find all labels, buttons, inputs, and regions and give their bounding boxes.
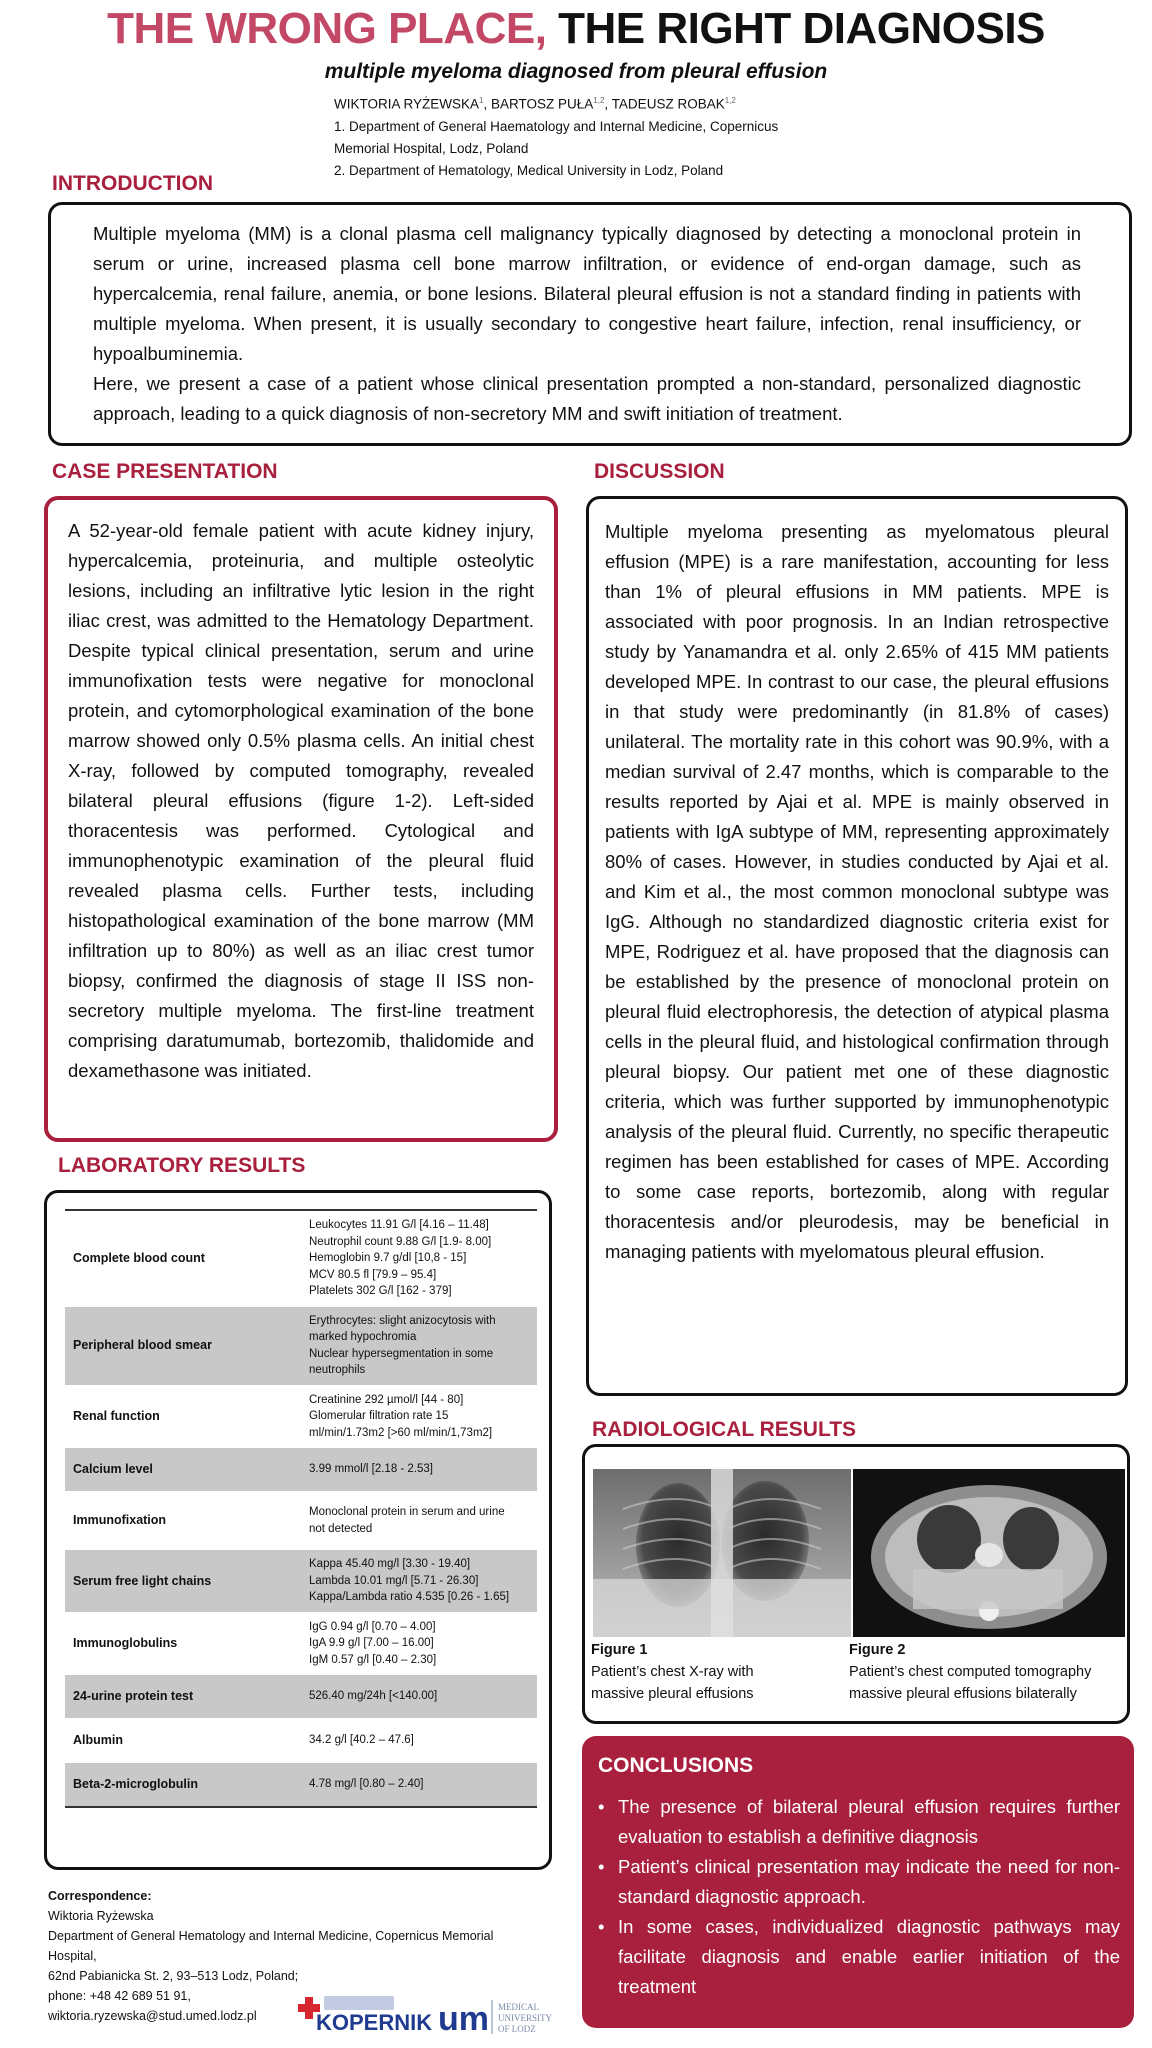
conclusions-box	[582, 1736, 1134, 2028]
medical-university-logo	[438, 2000, 552, 2038]
author-affil: 1	[479, 96, 484, 105]
lab-test-name: Peripheral blood smear	[65, 1306, 301, 1385]
lab-test-values	[301, 1763, 537, 1807]
lab-test-values	[301, 1719, 537, 1763]
medical-line-1: MEDICAL	[498, 2002, 539, 2012]
conclusion-item: • In some cases, individualized diagnostic pathways may facilitate diagnosis and enable earlier initiation of the treatment	[598, 1916, 1120, 1997]
figure-1-caption	[591, 1639, 841, 1705]
lab-test-name: Serum free light chains	[65, 1550, 301, 1613]
lab-row	[65, 1719, 537, 1763]
lab-test-values	[301, 1612, 537, 1675]
lab-value-line: neutrophils	[309, 1364, 366, 1376]
discussion-heading: DISCUSSION	[594, 460, 725, 483]
authors-block	[334, 90, 854, 182]
lab-test-name: Calcium level	[65, 1448, 301, 1492]
figure-2-label: Figure 2	[849, 1642, 906, 1658]
lab-value-line: marked hypochromia	[309, 1331, 417, 1343]
affiliation-1b: Memorial Hospital, Lodz, Poland	[334, 140, 529, 156]
affiliation-2: 2. Department of Hematology, Medical University in Lodz, Poland	[334, 162, 724, 178]
lab-row	[65, 1612, 537, 1675]
author-line: WIKTORIA RYŻEWSKA$^1$, BARTOSZ PUŁA$^{1,2}$, TADEUSZ ROBAK$^{1,2}$	[334, 96, 736, 112]
lab-row	[65, 1675, 537, 1719]
lab-value-line: Leukocytes 11.91 G/l [4.16 – 11.48]	[309, 1219, 489, 1231]
lab-value-line: IgA 9.9 g/l [7.00 – 16.00]	[309, 1637, 434, 1649]
correspondence-email: wiktoria.ryzewska@stud.umed.lodz.pl	[48, 2009, 257, 2023]
lab-value-line: Erythrocytes: slight anizocytosis with	[309, 1314, 496, 1327]
kopernik-logo	[298, 1996, 432, 2035]
lab-value-line: 34.2 g/l [40.2 – 47.6]	[309, 1734, 414, 1747]
conclusion-item: • The presence of bilateral pleural effusion requires further evaluation to establish a definitive diagnosis	[598, 1796, 1120, 1847]
radiology-box	[582, 1444, 1130, 1724]
lab-test-values	[301, 1306, 537, 1385]
lab-value-line: not detected	[309, 1522, 373, 1535]
institution-logos	[294, 1990, 564, 2040]
lab-value-line: 526.40 mg/24h [<140.00]	[309, 1690, 438, 1703]
correspondence-heading: Correspondence:	[48, 1889, 152, 1903]
figure-1-caption-line-2: massive pleural effusions	[591, 1686, 754, 1702]
lab-value-line: MCV 80.5 fl [79.9 – 95.4]	[309, 1268, 437, 1281]
lab-value-line: Glomerular filtration rate 15	[309, 1410, 449, 1422]
lab-row	[65, 1550, 537, 1613]
discussion-text: Multiple myeloma presenting as myelomatous pleural effusion (MPE) is a rare manifestation, accounting for less than 1% of pleural effusions in MM patients. MPE is associated with poor prognosis. In an Indian retrospective study by Yanamandra et al. only 2.65% of 415 MM patients developed MPE. In contrast to our case, the pleural effusions in that study were predominantly (in 81.8% of cases) unilateral. The mortality rate in this cohort was 90.9%, with a median survival of 2.47 months, which is comparable to the results reported by Ajai et al. MPE is mainly observed in patients with IgA subtype of MM, representing approximately 80% of cases. However, in studies conducted by Ajai et al. and Kim et al., the most common monoclonal subtype was IgG. Although no standardized diagnostic criteria exist for MPE, Rodriguez et al. have proposed that the diagnosis can be established by the presence of monoclonal protein on pleural fluid electrophoresis, the detection of atypical plasma cells in the pleural fluid, and histological confirmation through pleural biopsy. Our patient met one of these diagnostic criteria, which was further supported by immunophenotypic analysis of the pleural fluid. Currently, no specific therapeutic regimen has been established for cases of MPE. According to some case reports, bortezomib, along with regular thoracentesis and/or pleurodesis, may be beneficial in managing patients with myelomatous pleural effusion.	[605, 521, 1109, 1262]
lab-value-line: 4.78 mg/l [0.80 – 2.40]	[309, 1778, 424, 1790]
conclusions-heading: CONCLUSIONS	[598, 1754, 754, 1777]
lab-test-name: Complete blood count	[65, 1210, 301, 1306]
laboratory-table	[65, 1209, 537, 1808]
figure-1-caption-line-1: Patient’s chest X-ray with	[591, 1664, 754, 1680]
lab-value-line: Kappa/Lambda ratio 4.535 [0.26 - 1.65]	[309, 1591, 510, 1603]
correspondence-address: 62nd Pabianicka St. 2, 93–513 Lodz, Poland;	[48, 1969, 299, 1983]
lab-row	[65, 1306, 537, 1385]
lab-test-name: Immunofixation	[65, 1492, 301, 1550]
lab-value-line: Kappa 45.40 mg/l [3.30 - 19.40]	[309, 1558, 471, 1570]
medical-line-3: OF LODZ	[498, 2024, 536, 2034]
figure-2-caption	[849, 1639, 1129, 1705]
author-name: TADEUSZ ROBAK	[611, 96, 725, 112]
laboratory-heading: LABORATORY RESULTS	[58, 1154, 306, 1177]
poster-title	[0, 4, 1152, 54]
lab-test-name: 24-urine protein test	[65, 1675, 301, 1719]
lab-row	[65, 1385, 537, 1448]
radiology-heading: RADIOLOGICAL RESULTS	[592, 1418, 857, 1441]
lab-test-name: Renal function	[65, 1385, 301, 1448]
introduction-box	[48, 202, 1132, 446]
lab-value-line: Neutrophil count 9.88 G/l [1.9- 8.00]	[309, 1235, 492, 1248]
um-logo-text: um	[438, 2000, 489, 2038]
lab-row	[65, 1210, 537, 1306]
author-name: BARTOSZ PUŁA	[491, 96, 594, 112]
correspondence-name: Wiktoria Ryżewska	[48, 1909, 154, 1923]
lab-test-values	[301, 1210, 537, 1306]
lab-test-name: Beta-2-microglobulin	[65, 1763, 301, 1807]
kopernik-logo-text: KOPERNIK	[316, 2010, 433, 2035]
chest-ct-image	[853, 1469, 1125, 1637]
lab-value-line: IgG 0.94 g/l [0.70 – 4.00]	[309, 1620, 436, 1633]
lab-test-values	[301, 1492, 537, 1550]
case-presentation-text: A 52-year-old female patient with acute kidney injury, hypercalcemia, proteinuria, and multiple osteolytic lesions, including an infiltrative lytic lesion in the right iliac crest, was admitted to the Hematology Department. Despite typical clinical presentation, serum and urine immunofixation tests were negative for monoclonal protein, and cytomorphological examination of the bone marrow showed only 0.5% plasma cells. An initial chest X-ray, followed by computed tomography, revealed bilateral pleural effusions (figure 1-2). Left-sided thoracentesis was performed. Cytological and immunophenotypic examination of the pleural fluid revealed plasma cells. Further tests, including histopathological examination of the bone marrow (MM infiltration up to 80%) as well as an iliac crest tumor biopsy, confirmed the diagnosis of stage II ISS non-secretory multiple myeloma. The first-line treatment comprising daratumumab, bortezomib, thalidomide and dexamethasone was initiated.	[68, 520, 534, 1081]
lab-test-name: Albumin	[65, 1719, 301, 1763]
lab-row	[65, 1492, 537, 1550]
chest-xray-image	[593, 1469, 851, 1637]
affiliation-1a: 1. Department of General Haematology and Internal Medicine, Copernicus	[334, 118, 779, 134]
poster-subtitle: multiple myeloma diagnosed from pleural effusion	[324, 60, 828, 83]
title-part-2: THE RIGHT DIAGNOSIS	[558, 4, 1045, 53]
conclusion-text: In some cases, individualized diagnostic pathways may facilitate diagnosis and enable earlier initiation of the treatment	[618, 1916, 1120, 1997]
title-part-1: THE WRONG PLACE,	[107, 4, 547, 53]
correspondence-dept-b: Hospital,	[48, 1949, 97, 1963]
lab-value-line: IgM 0.57 g/l [0.40 – 2.30]	[309, 1653, 437, 1666]
figure-1-label: Figure 1	[591, 1642, 648, 1658]
introduction-heading: INTRODUCTION	[52, 172, 213, 195]
lab-test-values	[301, 1550, 537, 1613]
lab-test-values	[301, 1385, 537, 1448]
lab-row	[65, 1763, 537, 1807]
introduction-paragraph-2: Here, we present a case of a patient whose clinical presentation prompted a non-standard, personalized diagnostic approach, leading to a quick diagnosis of non-secretory MM and swift initiation of treatment.	[93, 373, 1081, 424]
conclusion-text: The presence of bilateral pleural effusion requires further evaluation to establish a definitive diagnosis	[618, 1796, 1120, 1847]
author-affil: 1,2	[724, 96, 736, 105]
discussion-box	[586, 496, 1128, 1396]
lab-value-line: Hemoglobin 9.7 g/dl [10,8 - 15]	[309, 1252, 467, 1264]
lab-test-name: Immunoglobulins	[65, 1612, 301, 1675]
lab-value-line: Lambda 10.01 mg/l [5.71 - 26.30]	[309, 1574, 479, 1587]
lab-value-line: Platelets 302 G/l [162 - 379]	[309, 1285, 452, 1297]
conclusions-list	[598, 1792, 1120, 2002]
medical-line-2: UNIVERSITY	[498, 2013, 552, 2023]
figure-2-caption-line-1: Patient’s chest computed tomography	[849, 1664, 1092, 1680]
conclusion-item: • Patient’s clinical presentation may indicate the need for non-standard diagnostic approach.	[598, 1856, 1120, 1907]
correspondence-dept-a: Department of General Hematology and Internal Medicine, Copernicus Memorial	[48, 1929, 494, 1943]
lab-row	[65, 1448, 537, 1492]
lab-test-values	[301, 1448, 537, 1492]
conclusion-text: Patient’s clinical presentation may indicate the need for non-standard diagnostic approach.	[618, 1856, 1120, 1907]
case-presentation-box	[44, 496, 558, 1142]
laboratory-box	[44, 1190, 552, 1870]
case-presentation-heading: CASE PRESENTATION	[52, 460, 278, 483]
author-affil: 1,2	[593, 96, 605, 105]
correspondence-phone: phone: +48 42 689 51 91,	[48, 1989, 191, 2003]
lab-test-values	[301, 1675, 537, 1719]
lab-value-line: ml/min/1.73m2 [>60 ml/min/1,73m2]	[309, 1426, 493, 1439]
lab-value-line: Creatinine 292 µmol/l [44 - 80]	[309, 1393, 464, 1406]
lab-value-line: 3.99 mmol/l [2.18 - 2.53]	[309, 1463, 434, 1476]
figure-2-caption-line-2: massive pleural effusions bilaterally	[849, 1686, 1077, 1702]
lab-value-line: Nuclear hypersegmentation in some	[309, 1347, 494, 1360]
lab-value-line: Monoclonal protein in serum and urine	[309, 1506, 505, 1518]
introduction-paragraph-1: Multiple myeloma (MM) is a clonal plasma cell malignancy typically diagnosed by detecting a monoclonal protein in serum or urine, increased plasma cell bone marrow infiltration, or evidence of end-organ damage, such as hypercalcemia, renal failure, anemia, or bone lesions. Bilateral pleural effusion is not a standard finding in patients with multiple myeloma. When present, it is usually secondary to congestive heart failure, infection, renal insufficiency, or hypoalbuminemia.	[93, 223, 1081, 364]
author-name: WIKTORIA RYŻEWSKA	[334, 96, 480, 112]
